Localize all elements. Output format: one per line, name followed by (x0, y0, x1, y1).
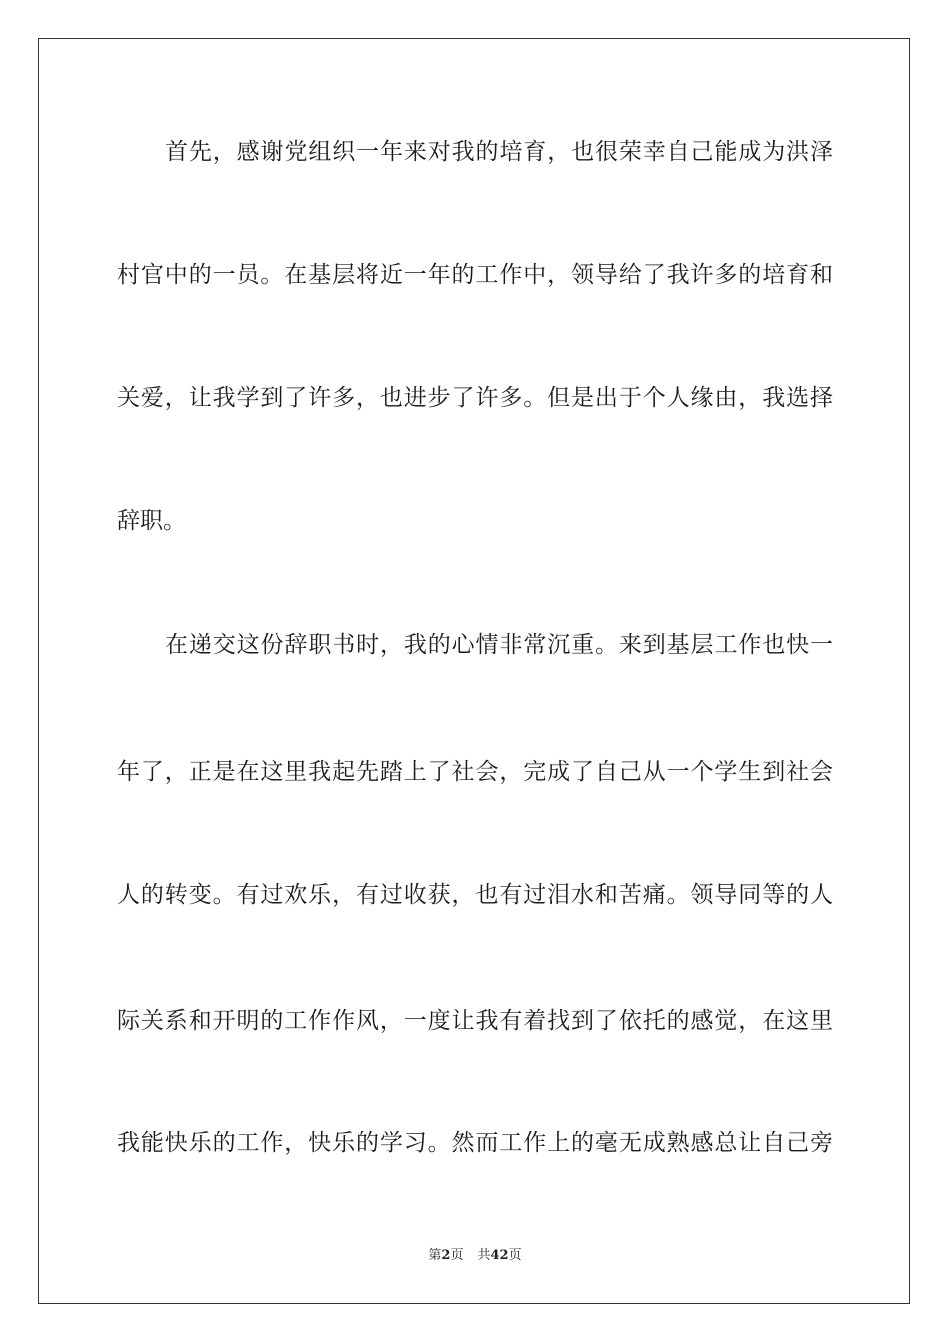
paragraph-1-line-1: 首先，感谢党组织一年来对我的培育，也很荣幸自己能成为洪泽 (165, 139, 833, 165)
paragraph-2-line-4: 际关系和开明的工作作风，一度让我有着找到了依托的感觉，在这里 (117, 1008, 833, 1034)
page-border (38, 38, 910, 1304)
paragraph-1-line-4: 辞职。 (117, 508, 186, 534)
paragraph-2-line-1: 在递交这份辞职书时，我的心情非常沉重。来到基层工作也快一 (165, 632, 833, 658)
paragraph-2-line-5: 我能快乐的工作，快乐的学习。然而工作上的毫无成熟感总让自己旁 (117, 1130, 833, 1156)
page-number: 2 (441, 1248, 451, 1263)
paragraph-1-line-2: 村官中的一员。在基层将近一年的工作中，领导给了我许多的培育和 (117, 262, 833, 288)
page-footer (0, 1247, 950, 1265)
total-prefix: 共 (477, 1248, 491, 1263)
paragraph-1-line-3: 关爱，让我学到了许多，也进步了许多。但是出于个人缘由，我选择 (117, 385, 833, 411)
page-suffix: 页 (450, 1248, 464, 1263)
paragraph-2-line-3: 人的转变。有过欢乐，有过收获，也有过泪水和苦痛。领导同等的人 (117, 882, 833, 908)
total-pages: 42 (490, 1248, 509, 1263)
total-suffix: 页 (508, 1248, 522, 1263)
page-prefix: 第 (428, 1248, 442, 1263)
paragraph-2-line-2: 年了，正是在这里我起先踏上了社会，完成了自己从一个学生到社会 (117, 759, 833, 785)
